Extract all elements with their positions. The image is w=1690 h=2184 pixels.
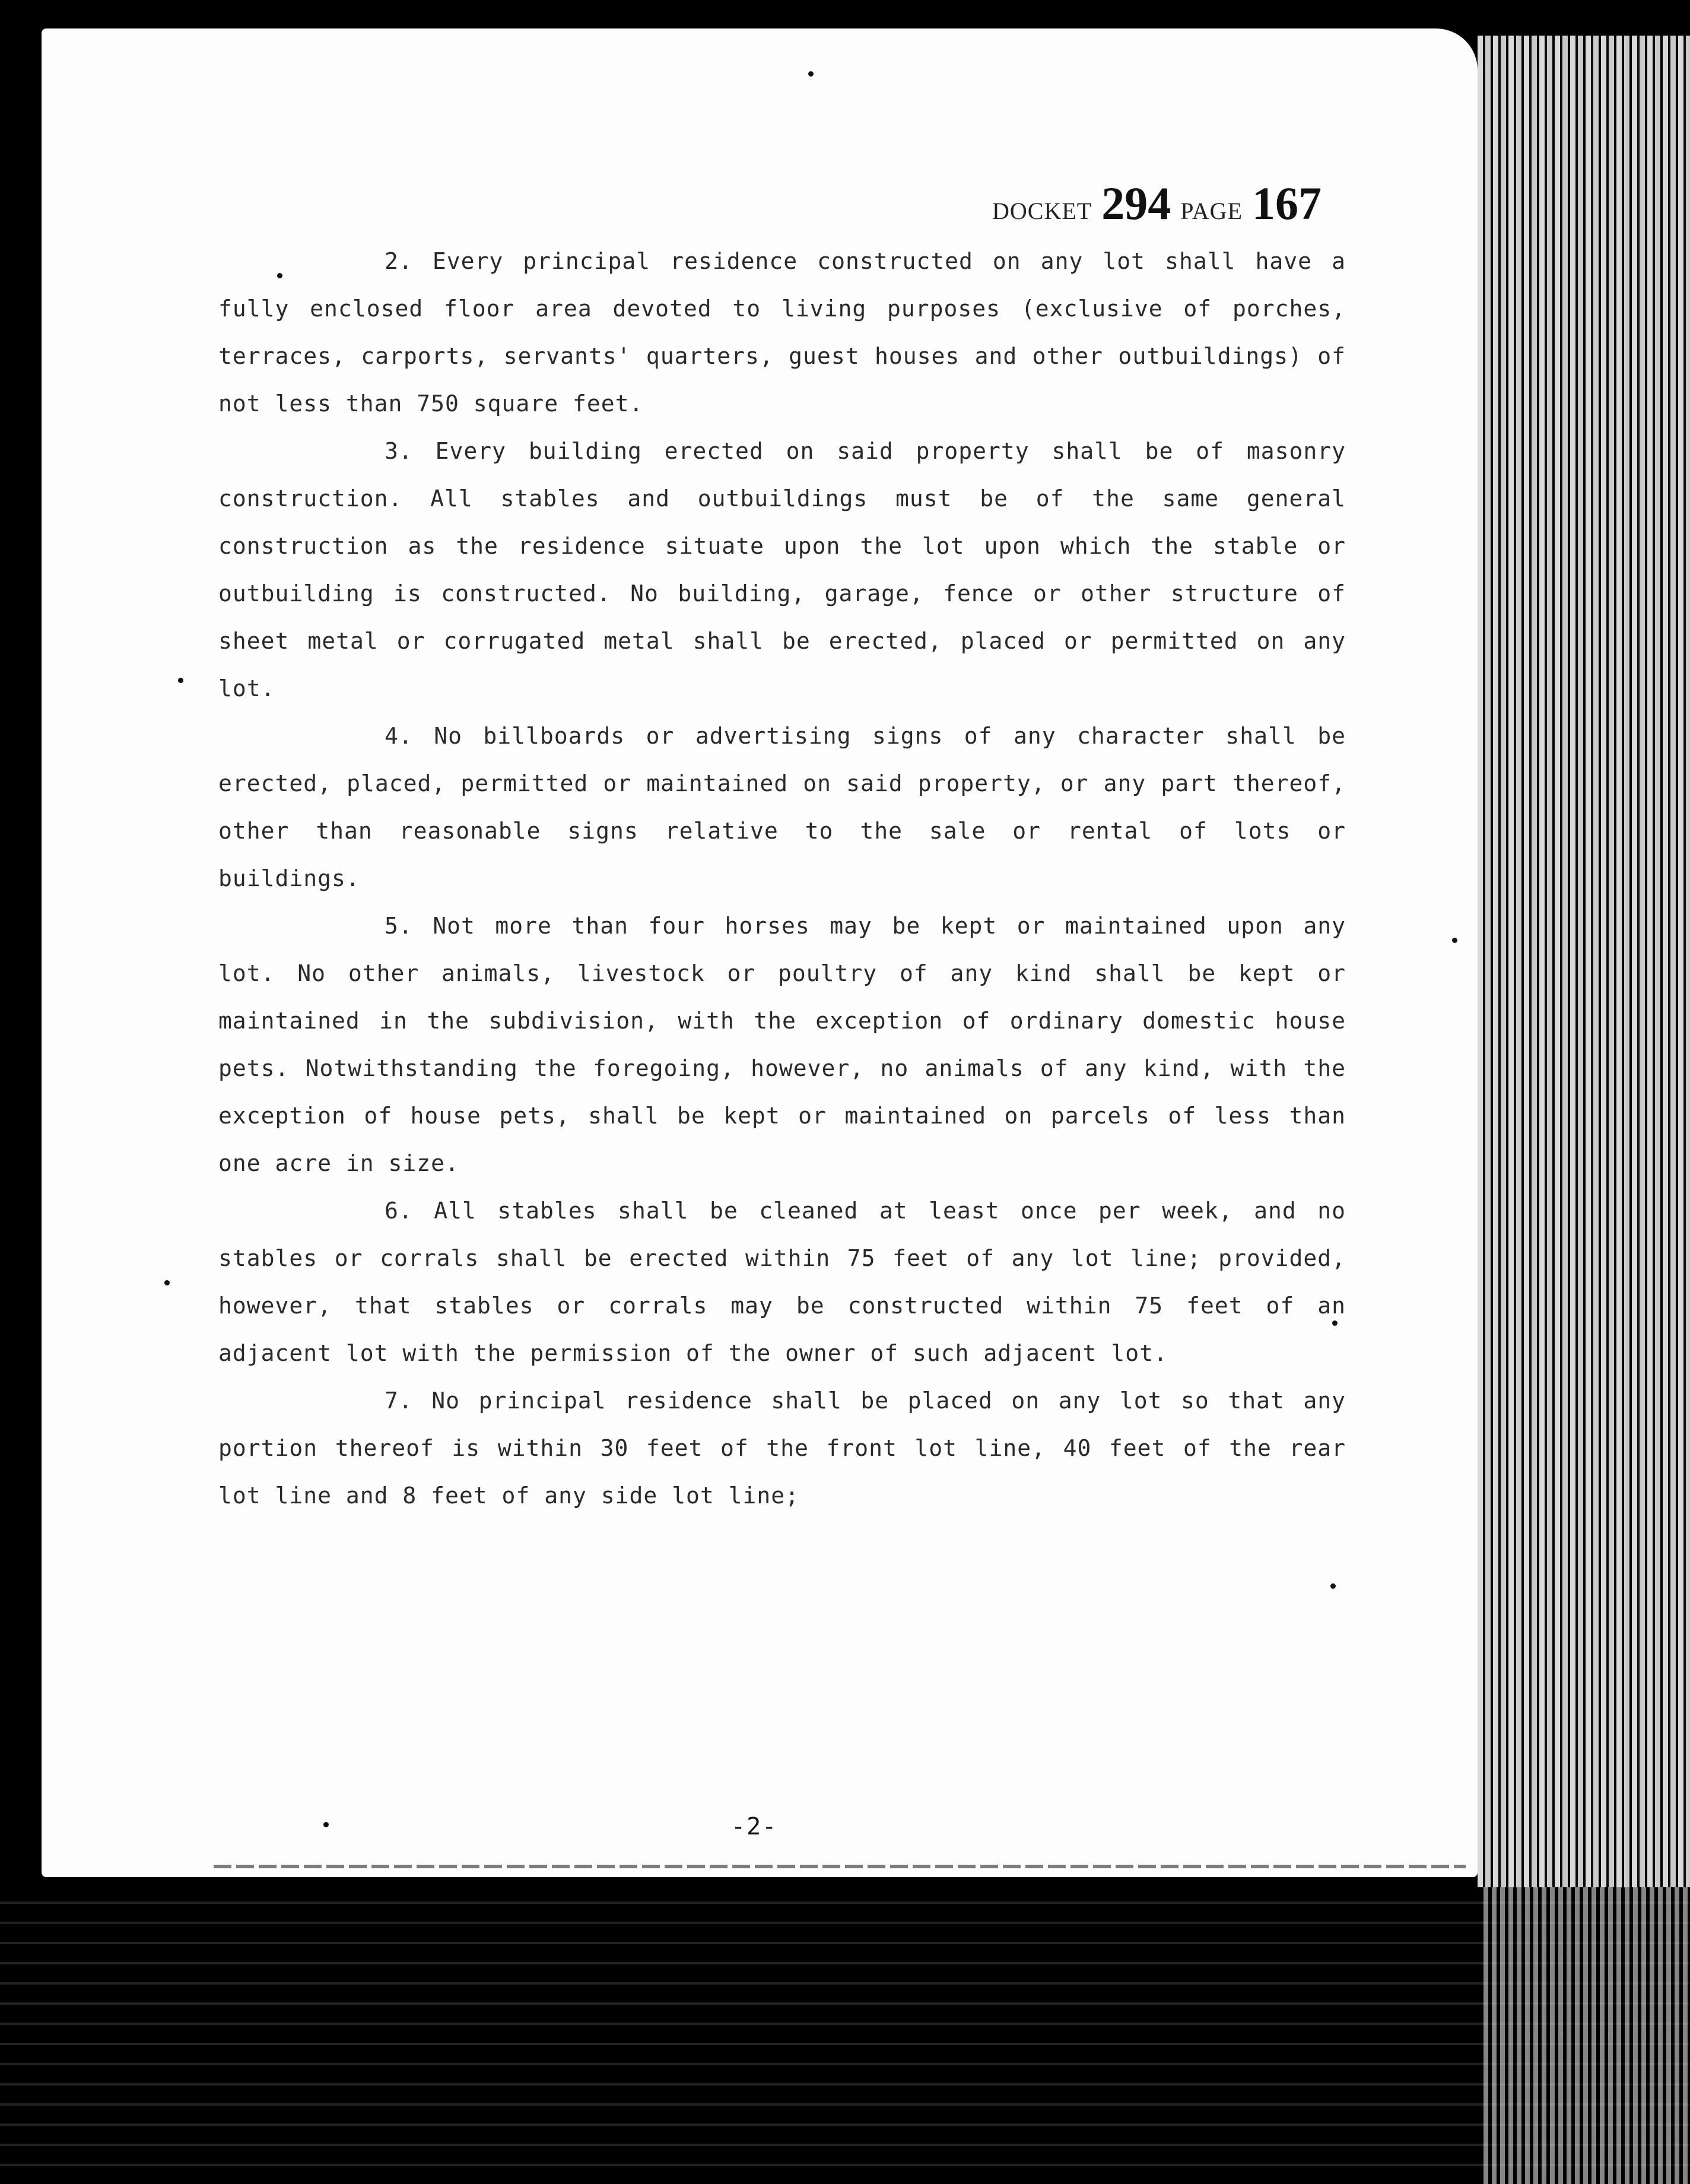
- covenant-text: [218, 237, 1346, 1519]
- scan-speck: [1332, 1320, 1338, 1326]
- scan-speck: [1330, 1583, 1336, 1589]
- scan-speck: [1452, 938, 1457, 943]
- scan-speck: [164, 1280, 170, 1285]
- scan-speck: [277, 273, 282, 278]
- scan-edge-right: [1478, 36, 1690, 1887]
- page-label: PAGE: [1180, 198, 1243, 224]
- docket-label: DOCKET: [992, 198, 1092, 224]
- paragraph-3: 3. Every building erected on said property shall be of masonry construction. All stables and outbuildings must be of the same general construction as the residence situate upon the lot upon which the stable or outbuilding is constructed. No building, garage, fence or other structure of sheet metal or corrugated metal shall be erected, placed or permitted on any lot.: [218, 438, 1346, 701]
- scan-edge-bottom: [0, 1887, 1690, 2184]
- scan-speck: [323, 1822, 329, 1827]
- paragraph-2: 2. Every principal residence constructed on any lot shall have a fully enclosed floor area devoted to living purposes (exclusive of porches, terraces, carports, servants' quarters, guest houses and other outbuildings) of not less than 750 square feet.: [218, 248, 1346, 417]
- docket-stamp: [992, 177, 1321, 230]
- docket-page-number: 167: [1252, 177, 1321, 229]
- scan-line: [214, 1865, 1466, 1868]
- page-number: -2-: [731, 1813, 778, 1840]
- scan-speck: [178, 678, 183, 683]
- docket-number: 294: [1101, 177, 1171, 229]
- paragraph-6: 6. All stables shall be cleaned at least once per week, and no stables or corrals shall be erected within 75 feet of any lot line; provided, however, that stables or corrals may be constructed within 75 feet of an adjacent lot with the permission of the owner of such adjacent lot.: [218, 1198, 1346, 1366]
- paragraph-4: 4. No billboards or advertising signs of any character shall be erected, placed, permitted or maintained on said property, or any part thereof, other than reasonable signs relative to the sale or rental of lots or buildings.: [218, 723, 1346, 891]
- paragraph-5: 5. Not more than four horses may be kept or maintained upon any lot. No other animals, livestock or poultry of any kind shall be kept or maintained in the subdivision, with the exception of ordinary domestic house pets. Notwithstanding the foregoing, however, no animals of any kind, with the exception of house pets, shall be kept or maintained on parcels of less than one acre in size.: [218, 913, 1346, 1176]
- scan-speck: [808, 71, 814, 77]
- paragraph-7: 7. No principal residence shall be placed on any lot so that any portion thereof is within 30 feet of the front lot line, 40 feet of the rear lot line and 8 feet of any side lot line;: [218, 1388, 1346, 1509]
